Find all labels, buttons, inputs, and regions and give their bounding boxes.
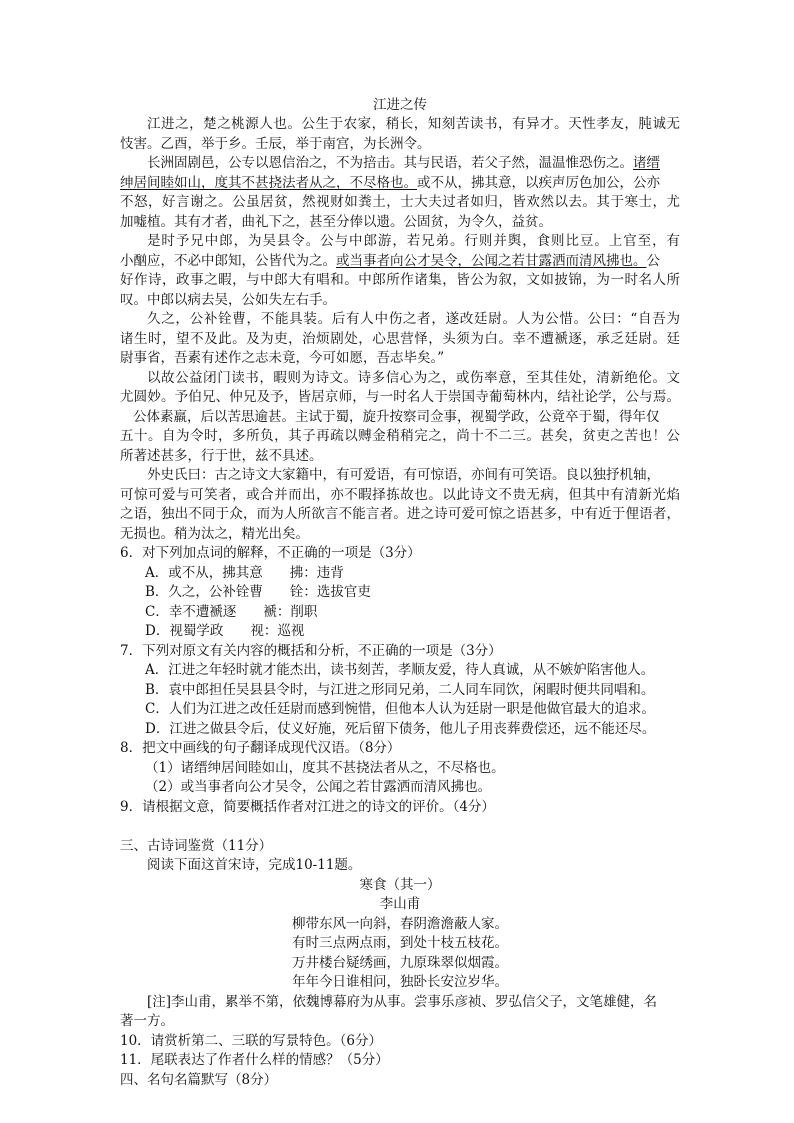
question-7-option-a: A．江进之年轻时就才能杰出，读书刻苦，孝顺友爱，待人真诚，从不嫉妒陷害他人。 bbox=[145, 662, 655, 678]
question-7-option-d: D．江进之做县令后，仗义好施，死后留下债务，他儿子用丧葬费偿还，远不能还尽。 bbox=[145, 721, 656, 737]
paragraph-2-text-b: 或不从，拂其意，以疾声厉色加公，公亦 bbox=[417, 175, 660, 191]
poem-line-4: 年年今日谁相问，独卧长安泣岁华。 bbox=[292, 974, 508, 990]
poem-line-3: 万井楼台疑绣画，九原珠翠似烟霞。 bbox=[292, 955, 508, 971]
poem-line-2: 有时三点两点雨，到处十枝五枝花。 bbox=[292, 935, 508, 951]
paragraph-2-text: 长洲固剧邑，公专以恩信治之，不为掊击。其与民语，若父子然，温温惟恐伤之。 bbox=[147, 155, 633, 171]
paragraph-1-line-1: 江进之，楚之桃源人也。公生于农家，稍长，知刻苦读书，有异才。天性孝友，肫诚无 bbox=[147, 116, 680, 132]
question-6-option-c: C．幸不遭褫逐 褫：削职 bbox=[145, 604, 318, 620]
section-3-intro: 阅读下面这首宋诗，完成10-11题。 bbox=[147, 857, 362, 873]
poem-line-1: 柳带东风一向斜，春阴澹澹蔽人家。 bbox=[292, 916, 508, 932]
passage-title: 江进之传 bbox=[373, 97, 427, 113]
paragraph-6-line-1: 公体素羸，后以苦思逾甚。主试于蜀，旋升按察司佥事，视蜀学政，公竟卒于蜀，得年仅 bbox=[133, 409, 660, 425]
paragraph-2-line-1 bbox=[147, 154, 680, 174]
paragraph-3-line-3: 好作诗，政事之暇，与中郎大有唱和。中郎所作诸集，皆公为叙，文如披锦，为一时名人所 bbox=[120, 272, 680, 288]
question-6-option-a: A．或不从，拂其意 拂：违背 bbox=[145, 565, 344, 581]
question-7: 7．下列对原文有关内容的概括和分析，不正确的一项是（3分） bbox=[120, 643, 502, 659]
paragraph-3-line-2 bbox=[120, 252, 680, 272]
section-4-heading: 四、名句名篇默写（8分） bbox=[120, 1072, 278, 1088]
underlined-sentence-2: 或当事者向公才吴令，公闻之若甘露洒而清风拂也。 bbox=[336, 253, 647, 269]
question-7-option-b: B．袁中郎担任吴县县令时，与江进之形同兄弟，二人同车同饮，闲暇时便共同唱和。 bbox=[145, 682, 655, 698]
underlined-sentence-1-end: 绅居间睦如山，度其不甚挠法者从之，不尽格也。 bbox=[120, 175, 417, 191]
paragraph-7-line-2: 可惊可爱与可笑者，或合并而出，亦不暇择拣故也。以此诗文不贵无病，但其中有清新光焰 bbox=[120, 487, 680, 503]
paragraph-3-text: 小酗应，不必中郎知，公皆代为之。 bbox=[120, 253, 336, 269]
paragraph-5-line-2: 尤圆妙。予伯兄、仲兄及予，皆居京师，与一时名人于崇国寺葡萄林内，结社论学，公与焉。 bbox=[120, 389, 680, 405]
paragraph-7-line-4: 无损也。稍为汰之，精光出矣。 bbox=[120, 526, 309, 542]
paragraph-6-line-3: 所著述甚多，行于世，兹不具述。 bbox=[120, 448, 323, 464]
paragraph-5-line-1: 以故公益闭门读书，暇则为诗文。诗多信心为之，或伤率意，至其佳处，清新绝伦。文 bbox=[147, 370, 680, 386]
question-11: 11．尾联表达了作者什么样的情感？（5分） bbox=[120, 1052, 389, 1068]
question-8: 8．把文中画线的句子翻译成现代汉语。（8分） bbox=[120, 740, 401, 756]
poem-title: 寒食（其一） bbox=[359, 877, 441, 893]
question-8-item-1: （1）诸缙绅居间睦如山，度其不甚挠法者从之，不尽格也。 bbox=[145, 760, 505, 776]
question-6-option-b: B．久之，公补铨曹 铨：选拔官吏 bbox=[145, 584, 371, 600]
paragraph-2-line-3: 不怒，好言谢之。公虽居贫，然视财如粪土，士大夫过者如归，皆欢然以去。其于寒士，尤 bbox=[120, 194, 680, 210]
poem-note-line-1: [注]李山甫，累举不第，依魏博幕府为从事。尝事乐彦祯、罗弘信父子，文笔雄健，名 bbox=[147, 994, 658, 1010]
paragraph-4-line-3: 尉事省，吾素有述作之志未竟，今可如愿，吾志毕矣。” bbox=[120, 350, 445, 366]
paragraph-2-line-2 bbox=[120, 174, 680, 194]
paragraph-1-line-2: 忮害。乙酉，举于乡。壬辰，举于南宫，为长洲令。 bbox=[120, 136, 431, 152]
poem-author: 李山甫 bbox=[379, 896, 421, 912]
question-6-option-d: D．视蜀学政 视：巡视 bbox=[145, 623, 305, 639]
paragraph-3-text-c: 公 bbox=[646, 253, 660, 269]
question-7-option-c: C．人们为江进之改任廷尉而感到惋惜，但他本人认为廷尉一职是他做官最大的追求。 bbox=[145, 701, 655, 717]
paragraph-7-line-1: 外史氏曰：古之诗文大家籍中，有可爱语，有可惊语，亦间有可笑语。良以独抒机轴， bbox=[147, 467, 660, 483]
question-9: 9．请根据文意，简要概括作者对江进之的诗文的评价。（4分） bbox=[120, 799, 495, 815]
paragraph-6-line-2: 五十。自为令时，多所负，其子再疏以赙金稍稍完之，尚十不二三。甚矣，贫吏之苦也！公 bbox=[120, 428, 680, 444]
paragraph-4-line-2: 诸生时，望不及此。及为吏，治烦剧处，心思营怿，头须为白。幸不遭褫逐，承乏廷尉。廷 bbox=[120, 331, 680, 347]
underlined-sentence-1-start: 诸缙 bbox=[633, 155, 660, 171]
section-3-heading: 三、古诗词鉴赏（11分） bbox=[120, 838, 273, 854]
question-6: 6．对下列加点词的解释，不正确的一项是（3分） bbox=[120, 545, 421, 561]
paragraph-3-line-4: 叹。中郎以病去吴，公如失左右手。 bbox=[120, 292, 336, 308]
paragraph-2-line-4: 加嘘植。其有才者，曲礼下之，甚至分俸以遗。公固贫，为令久，益贫。 bbox=[120, 214, 552, 230]
question-10: 10．请赏析第二、三联的写景特色。（6分） bbox=[120, 1033, 383, 1049]
paragraph-4-line-1: 久之，公补铨曹，不能具装。后有人中伤之者，遂改廷尉。人为公惜。公曰：“自吾为 bbox=[147, 311, 680, 327]
paragraph-3-line-1: 是时予兄中郎，为吴县令。公与中郎游，若兄弟。行则并舆，食则比豆。上官至，有 bbox=[147, 233, 680, 249]
paragraph-7-line-3: 之语，独出不同于众，而为人所欲言不能言者。进之诗可爱可惊之语甚多，中有近于俚语者， bbox=[120, 506, 680, 522]
question-8-item-2: （2）或当事者向公才吴令，公闻之若甘露洒而清风拂也。 bbox=[145, 779, 492, 795]
poem-note-line-2: 著一方。 bbox=[120, 1013, 174, 1029]
